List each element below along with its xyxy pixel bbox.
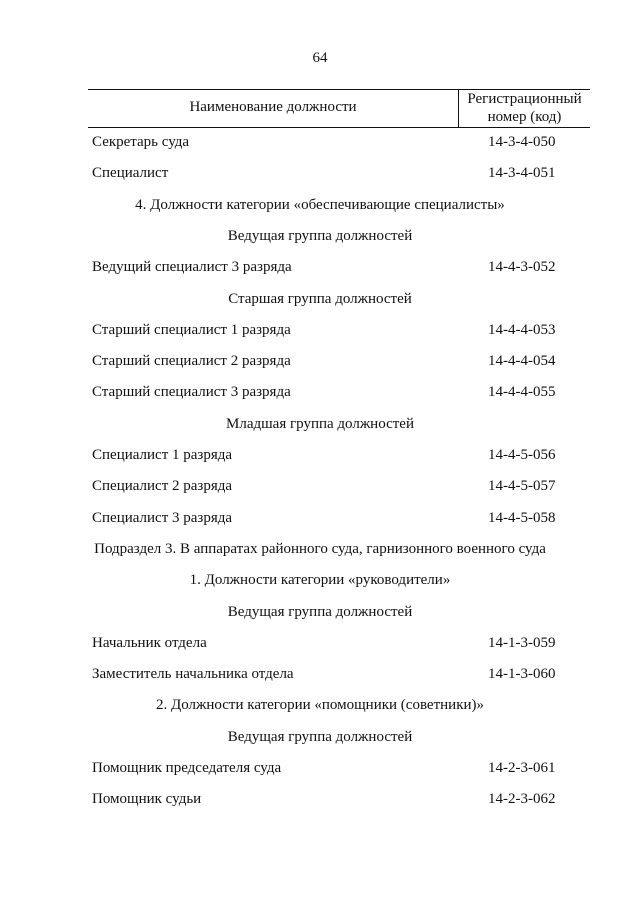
table-row [92,350,592,372]
page-number: 64 [312,50,328,66]
position-name: Ведущий специалист 3 разряда [92,259,292,275]
position-name: Помощник судьи [92,791,202,807]
registration-code: 14-4-4-055 [488,384,556,400]
registration-code: 14-3-4-051 [488,165,556,181]
table-row [92,444,592,466]
position-name: Заместитель начальника отдела [92,666,294,682]
section-heading: Ведущая группа должностей [227,604,413,620]
position-name: Старший специалист 3 разряда [92,384,291,400]
position-name: Старший специалист 1 разряда [92,322,291,338]
table-row [92,507,592,529]
section-heading: 4. Должности категории «обеспечивающие специалисты» [135,197,505,213]
registration-code: 14-4-4-053 [488,322,556,338]
registration-code: 14-4-5-058 [488,510,556,526]
table-row [92,663,592,685]
table-row [92,788,592,810]
position-name: Специалист 3 разряда [92,510,233,526]
registration-code: 14-4-5-056 [488,447,556,463]
position-name: Специалист [92,165,169,181]
section-heading: 1. Должности категории «руководители» [189,572,451,588]
registration-code: 14-1-3-060 [488,666,556,682]
registration-code: 14-1-3-059 [488,635,556,651]
table-row [92,162,592,184]
table-header-name: Наименование должности [189,99,357,115]
section-heading: Старшая группа должностей [228,291,412,307]
registration-code: 14-3-4-050 [488,134,556,150]
position-name: Помощник председателя суда [92,760,282,776]
registration-code: 14-4-4-054 [488,353,556,369]
registration-code: 14-2-3-062 [488,791,556,807]
registration-code: 14-4-5-057 [488,478,556,494]
section-heading: 2. Должности категории «помощники (советники)» [155,697,485,713]
table-row [92,475,592,497]
table-header-bottom-rule [88,127,590,128]
table-header-code: Регистрационный номер (код) [467,91,582,125]
table-row [92,757,592,779]
table-row [92,256,592,278]
table-row [92,381,592,403]
registration-code: 14-2-3-061 [488,760,556,776]
section-heading: Подраздел 3. В аппаратах районного суда, гарнизонного военного суда [94,541,546,557]
section-heading: Ведущая группа должностей [227,228,413,244]
position-name: Старший специалист 2 разряда [92,353,291,369]
position-name: Специалист 2 разряда [92,478,233,494]
table-row [92,319,592,341]
position-name: Начальник отдела [92,635,207,651]
position-name: Специалист 1 разряда [92,447,233,463]
section-heading: Ведущая группа должностей [227,729,413,745]
position-name: Секретарь суда [92,134,190,150]
section-heading: Младшая группа должностей [226,416,414,432]
table-row [92,131,592,153]
registration-code: 14-4-3-052 [488,259,556,275]
table-row [92,632,592,654]
